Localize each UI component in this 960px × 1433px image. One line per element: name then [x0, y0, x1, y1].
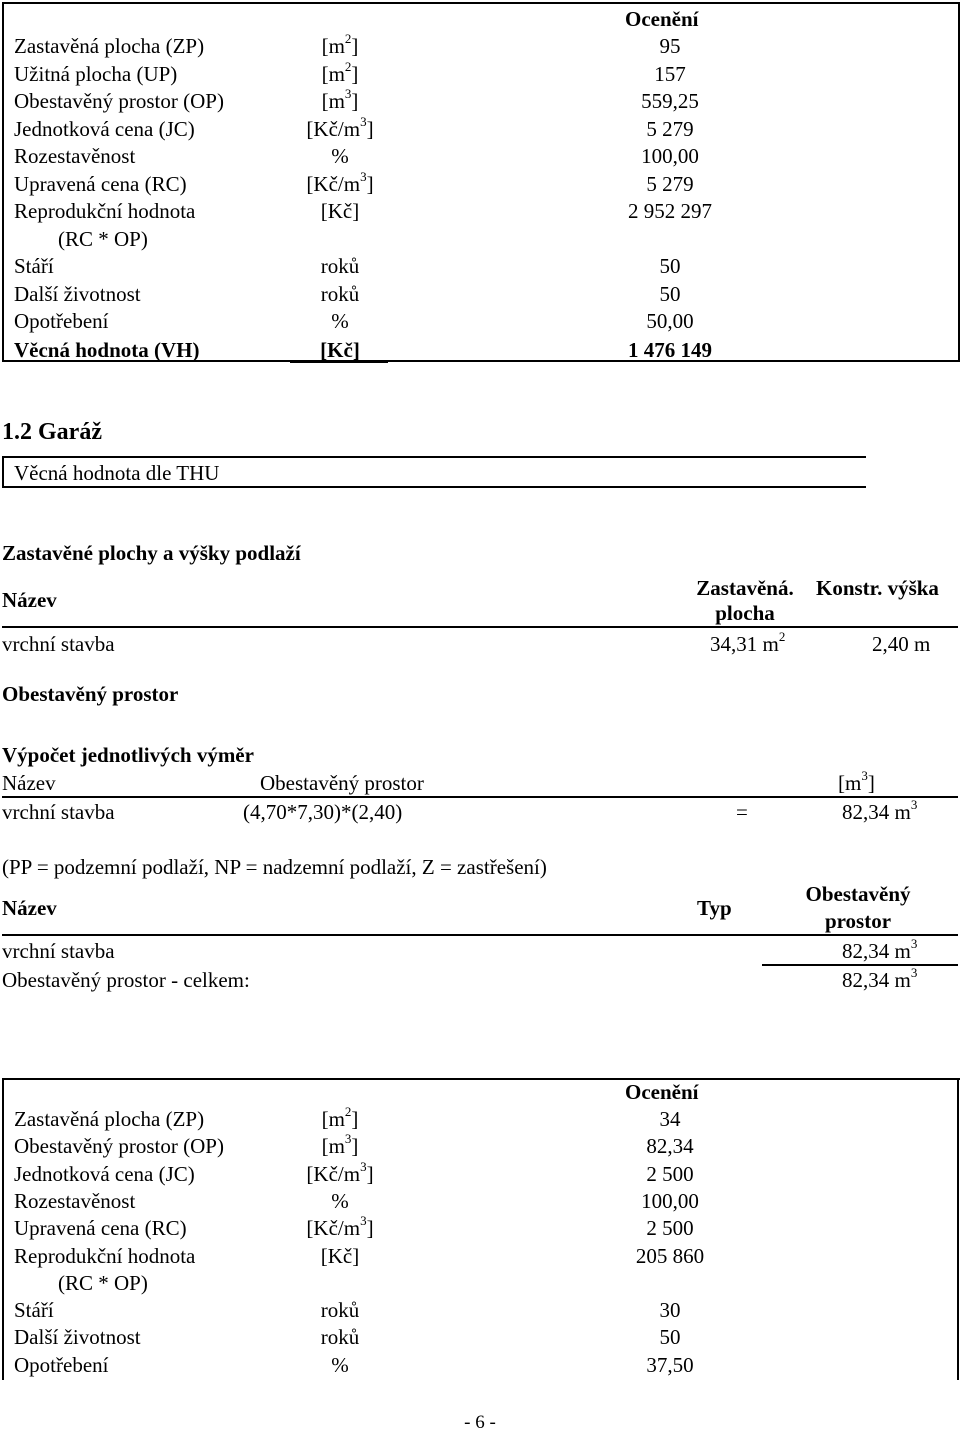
volume-title: Obestavěný prostor: [2, 682, 179, 706]
row-value: 95: [659, 34, 681, 58]
row-value: 50: [659, 254, 681, 278]
calc-title: Výpočet jednotlivých výměr: [2, 743, 254, 767]
summary-row-value: 82,34 $m^3$: [842, 936, 918, 963]
table2-top-border: [2, 1078, 960, 1080]
row-value: 2 500: [646, 1161, 694, 1186]
row-label: Jednotková cena (JC): [14, 116, 195, 141]
row-unit: [Kč]: [320, 199, 360, 223]
calc-col-name: Název: [2, 771, 56, 795]
row-label: Rozestavěnost: [14, 1188, 136, 1213]
row-unit: $[Kč/m^3]$: [306, 1213, 374, 1241]
row-value: 30: [659, 1298, 681, 1323]
row-value: 34: [659, 1107, 681, 1131]
row-label: Obestavěný prostor (OP): [14, 1134, 224, 1159]
summary-row-name: vrchní stavba: [2, 939, 115, 963]
row-label: Stáří: [14, 1298, 54, 1323]
row-unit: roků: [320, 254, 360, 278]
table2-right-border: [957, 1078, 959, 1380]
summary-total-rule: [762, 964, 958, 966]
floors-col-name: Název: [2, 588, 57, 612]
row-sublabel: (RC * OP): [58, 226, 148, 251]
row-label: Reprodukční hodnota: [14, 199, 196, 223]
floors-col-area-1: Zastavěná.: [696, 576, 794, 600]
row-label: Opotřebení: [14, 1352, 109, 1377]
table2-header: Ocenění: [625, 1080, 699, 1104]
thu-title: Věcná hodnota dle THU: [14, 461, 220, 485]
calc-row-formula: (4,70*7,30)*(2,40): [243, 800, 403, 824]
row-unit: %: [331, 309, 349, 333]
summary-total-label: Obestavěný prostor - celkem:: [2, 968, 250, 992]
row-unit: $[m^3]$: [321, 86, 359, 113]
floors-title: Zastavěné plochy a výšky podlaží: [2, 541, 301, 565]
row-label: Zastavěná plocha (ZP): [14, 34, 205, 58]
row-value: 2 952 297: [628, 199, 712, 223]
row-label: Stáří: [14, 254, 54, 278]
summary-col-space-1: Obestavěný: [805, 882, 911, 906]
row-unit: roků: [320, 281, 360, 306]
row-unit: $[Kč/m^3]$: [306, 1158, 374, 1186]
row-label: Jednotková cena (JC): [14, 1161, 195, 1186]
row-value: 559,25: [641, 89, 699, 113]
table1-total-value: 1 476 149: [628, 338, 712, 362]
row-value: 5 279: [646, 171, 694, 196]
row-unit: roků: [320, 1325, 360, 1350]
row-label: Upravená cena (RC): [14, 171, 187, 196]
floors-col-height: Konstr. výška: [816, 576, 939, 600]
table1-total-label: Věcná hodnota (VH): [14, 338, 200, 362]
table1-total-unit: [Kč]: [320, 338, 360, 362]
row-label: Zastavěná plocha (ZP): [14, 1107, 205, 1131]
row-value: 205 860: [635, 1243, 705, 1268]
table1-header: Ocenění: [625, 7, 699, 31]
row-unit: $[m^2]$: [321, 1104, 359, 1131]
page-number: - 6 -: [464, 1412, 496, 1433]
table2-left-border: [2, 1078, 4, 1380]
summary-total-value: 82,34 $m^3$: [842, 965, 918, 992]
floors-col-area-2: plocha: [715, 601, 775, 625]
row-value: 50: [659, 281, 681, 306]
row-value: 82,34: [646, 1134, 694, 1159]
row-unit: %: [331, 1188, 349, 1213]
summary-header-rule: [2, 934, 958, 936]
floors-header-rule: [2, 626, 958, 628]
row-value: 50,00: [646, 309, 694, 333]
row-unit: $[m^3]$: [321, 1131, 359, 1159]
summary-col-space-2: prostor: [824, 909, 892, 933]
row-label: Další životnost: [14, 1325, 141, 1350]
row-unit: [Kč]: [320, 1243, 360, 1268]
row-unit: roků: [320, 1298, 360, 1323]
calc-col-unit: $[m^3]$: [838, 768, 875, 795]
row-unit: $[m^2]$: [321, 58, 359, 86]
section-heading: 1.2 Garáž: [2, 419, 102, 445]
row-unit: $[Kč/m^3]$: [306, 168, 374, 196]
row-unit: %: [331, 144, 349, 168]
row-value: 2 500: [646, 1216, 694, 1241]
row-label: Opotřebení: [14, 309, 109, 333]
calc-header-rule: [2, 796, 958, 798]
row-unit: %: [331, 1352, 349, 1377]
row-value: 100,00: [641, 144, 699, 168]
summary-col-name: Název: [2, 896, 57, 920]
floors-row-area: 34,31 $m^2$: [710, 629, 786, 656]
floors-row-name: vrchní stavba: [2, 632, 115, 656]
row-value: 50: [659, 1325, 681, 1350]
floor-legend: (PP = podzemní podlaží, NP = nadzemní podlaží, Z = zastřešení): [2, 855, 547, 879]
row-sublabel: (RC * OP): [58, 1270, 148, 1295]
row-label: Reprodukční hodnota: [14, 1243, 196, 1268]
calc-row-result: 82,34 $m^3$: [842, 797, 918, 824]
row-label: Obestavěný prostor (OP): [14, 89, 224, 113]
summary-col-type: Typ: [697, 896, 732, 920]
calc-row-name: vrchní stavba: [2, 800, 115, 824]
row-unit: $[m^2]$: [321, 31, 359, 58]
row-value: 157: [654, 61, 686, 86]
table1-total-underline: [290, 362, 388, 363]
row-label: Užitná plocha (UP): [14, 61, 178, 86]
row-label: Rozestavěnost: [14, 144, 136, 168]
row-label: Další životnost: [14, 281, 141, 306]
row-value: 100,00: [641, 1188, 699, 1213]
row-label: Upravená cena (RC): [14, 1216, 187, 1241]
calc-col-space: Obestavěný prostor: [260, 771, 424, 795]
floors-row-height: 2,40 m: [872, 632, 931, 656]
row-unit: $[Kč/m^3]$: [306, 113, 374, 141]
row-value: 37,50: [646, 1352, 694, 1377]
row-value: 5 279: [646, 116, 694, 141]
calc-row-eq: =: [736, 800, 748, 824]
